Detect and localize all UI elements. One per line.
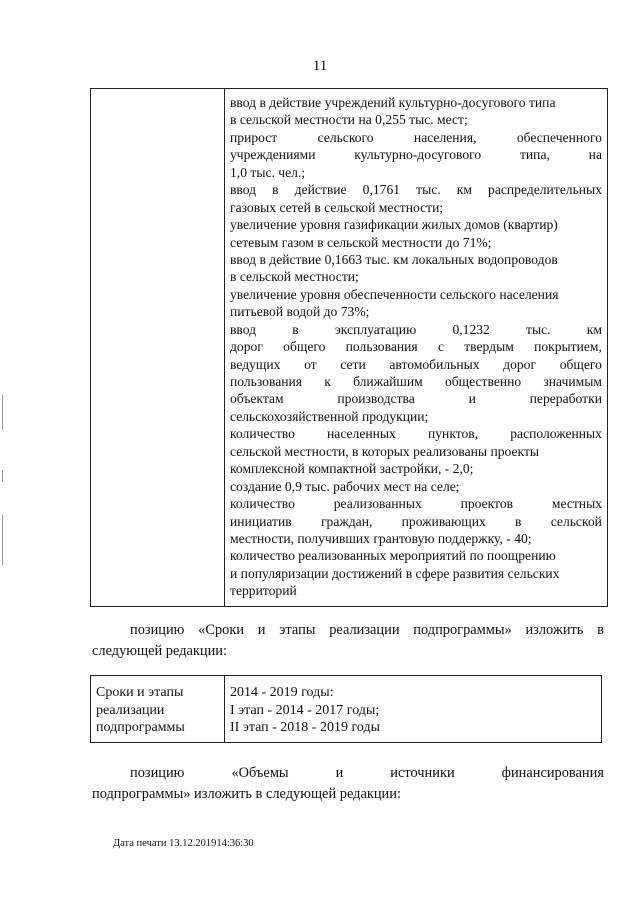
word: количество <box>230 426 295 442</box>
word: сети <box>340 356 366 372</box>
word: объектам <box>230 391 284 407</box>
table-line: создание 0,9 тыс. рабочих мест на селе; <box>230 478 460 494</box>
paragraph-timeline <box>92 620 604 662</box>
paragraph-line: подпрограммы» изложить в следующей редакции: <box>92 786 401 802</box>
word: типа, <box>519 147 550 163</box>
table-line: в сельской местности на 0,255 тыс. мест; <box>230 112 468 128</box>
table-line <box>230 425 602 442</box>
word: общего <box>283 339 326 355</box>
table-line: газовых сетей в сельской местности; <box>230 199 444 215</box>
table-line: 1,0 тыс. чел.; <box>230 164 306 180</box>
table-line <box>230 390 602 407</box>
word: км <box>456 182 472 198</box>
table-line <box>230 495 602 512</box>
word: позицию <box>130 765 185 781</box>
word: от <box>304 356 317 372</box>
table-line: сельскохозяйственной продукции; <box>230 408 429 424</box>
word: 0,1761 <box>362 182 401 198</box>
word: автомобильных <box>389 356 480 372</box>
word: «Объемы <box>231 765 289 781</box>
word: твердым <box>464 339 514 355</box>
word: с <box>437 339 444 355</box>
word: эксплуатацию <box>334 321 417 337</box>
word: ввод <box>230 182 257 198</box>
margin-scan-mark <box>2 470 3 482</box>
word: реализации <box>329 622 400 638</box>
cell-line: II этап - 2018 - 2019 годы <box>230 720 380 735</box>
table-line <box>230 513 602 530</box>
word: распределительных <box>488 182 602 198</box>
word: позицию <box>130 622 185 638</box>
cell-line: подпрограммы <box>96 720 185 735</box>
table-line: ввод в действие 0,1663 тыс. км локальных водопроводов <box>230 251 558 267</box>
word: проживающих <box>401 513 486 529</box>
cell-line: реализации <box>96 702 165 718</box>
table-line: сетевым газом в сельской местности до 71%; <box>230 234 492 250</box>
word: 0,1232 <box>452 321 490 337</box>
word: сельского <box>317 129 374 145</box>
indicators-cell <box>230 94 602 600</box>
word: проектов <box>460 496 514 512</box>
word: источники <box>390 765 455 781</box>
paragraph-line <box>92 620 604 641</box>
margin-scan-mark <box>2 515 3 565</box>
table-line: количество реализованных мероприятий по поощрению <box>230 548 556 564</box>
word: подпрограммы» <box>413 622 512 638</box>
table-line <box>230 356 602 373</box>
word: на <box>588 147 602 163</box>
word: тыс. <box>526 321 551 337</box>
word: сельской <box>550 513 602 529</box>
table-line: ввод в действие учреждений культурно-досугового типа <box>230 95 556 110</box>
table-line <box>230 129 602 146</box>
word: ввод <box>230 321 257 337</box>
timeline-table <box>90 675 602 743</box>
word: населения, <box>413 129 477 145</box>
word: этапы <box>279 622 316 638</box>
cell-line: Сроки и этапы <box>96 685 184 700</box>
table-column-divider <box>224 89 225 606</box>
word: в <box>597 622 604 638</box>
timeline-label-cell <box>96 684 185 737</box>
table-line <box>230 338 602 355</box>
table-column-divider <box>224 676 225 742</box>
paragraph-line: следующей редакции: <box>92 643 227 659</box>
word: расположенных <box>510 426 602 442</box>
word: дорог <box>230 339 263 355</box>
word: производства <box>337 391 415 407</box>
word: пользования <box>230 374 303 389</box>
word: и <box>468 391 476 407</box>
word: покрытием, <box>534 339 602 355</box>
paragraph-line <box>92 763 604 784</box>
table-line: сельской местности, в которых реализованы проекты <box>230 443 540 459</box>
word: граждан, <box>320 513 373 529</box>
word: пунктов, <box>427 426 479 442</box>
word: и <box>335 765 344 781</box>
table-line: увеличение уровня обеспеченности сельского населения <box>230 286 559 302</box>
timeline-value-cell <box>230 684 380 737</box>
word: значимым <box>543 374 602 389</box>
cell-line: I этап - 2014 - 2017 годы; <box>230 702 380 718</box>
table-line: местности, получивших грантовую поддержку, - 40; <box>230 530 532 546</box>
word: инициатив <box>230 513 292 529</box>
word: учреждениями <box>230 147 316 163</box>
table-line <box>230 181 602 198</box>
table-line: увеличение уровня газификации жилых домов (квартир) <box>230 217 558 233</box>
cell-line: 2014 - 2019 годы: <box>230 685 334 700</box>
word: местных <box>551 496 602 512</box>
table-line: территорий <box>230 583 297 599</box>
word: в <box>292 321 299 337</box>
table-line: питьевой водой до 73%; <box>230 304 370 320</box>
word: пользования <box>345 339 418 355</box>
word: ведущих <box>230 356 281 372</box>
word: населенных <box>327 426 396 442</box>
word: прирост <box>230 129 278 145</box>
paragraph-financing <box>92 763 604 805</box>
word: «Сроки <box>198 622 245 638</box>
table-line <box>230 373 602 390</box>
word: в <box>515 513 522 529</box>
word: тыс. <box>416 182 441 198</box>
table-line <box>230 146 602 163</box>
word: дорог <box>503 356 537 372</box>
table-line: в сельской местности; <box>230 269 359 285</box>
word: общественно <box>444 374 522 389</box>
page-number: 11 <box>312 58 328 74</box>
word: в <box>272 182 279 198</box>
word: изложить <box>525 622 584 638</box>
table-line <box>230 321 602 338</box>
word: общего <box>559 356 602 372</box>
word: к <box>324 374 331 389</box>
word: обеспеченного <box>516 129 602 145</box>
print-date: Дата печати 13.12.201914:36:30 <box>113 838 254 849</box>
word: переработки <box>529 391 602 407</box>
word: и <box>257 622 266 638</box>
word: действие <box>294 182 347 198</box>
table-line: и популяризации достижений в сфере развития сельских <box>230 565 560 581</box>
word: реализованных <box>333 496 422 512</box>
word: финансирования <box>501 765 604 781</box>
indicators-table <box>90 88 608 607</box>
word: культурно-досугового <box>354 147 482 163</box>
word: ближайшим <box>353 374 423 389</box>
word: км <box>586 321 602 337</box>
word: количество <box>230 496 295 512</box>
table-line: комплексной компактной застройки, - 2,0; <box>230 461 474 477</box>
margin-scan-mark <box>2 395 3 430</box>
